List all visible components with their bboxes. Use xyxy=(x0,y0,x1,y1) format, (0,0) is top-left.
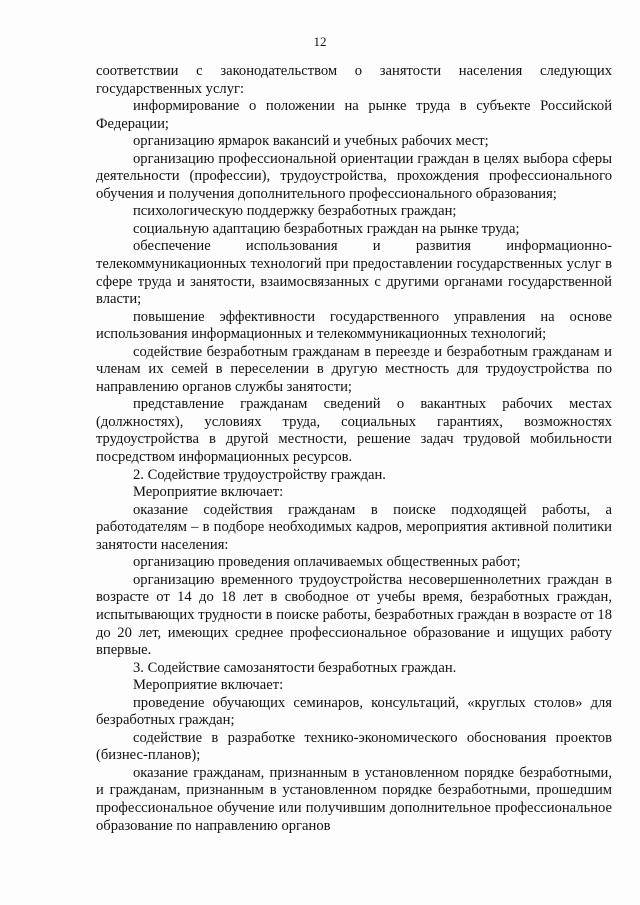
paragraph-8: повышение эффективности государственного управления на основе использования информационных и телекоммуникационных технологий; xyxy=(96,308,612,343)
paragraph-3: организацию ярмарок вакансий и учебных рабочих мест; xyxy=(133,133,489,150)
paragraph-9: содействие безработным гражданам в переезде и безработным гражданам и членам их семей в переселении в другую местность для трудоустройства по направлению органов службы занятости; xyxy=(96,343,612,395)
paragraph-19: содействие в разработке технико-экономического обоснования проектов (бизнес-планов); xyxy=(96,729,612,764)
paragraph-18: проведение обучающих семинаров, консультаций, «круглых столов» для безработных граждан; xyxy=(96,694,612,729)
paragraph-4: организацию профессиональной ориентации граждан в целях выбора сферы деятельности (профессии), трудоустройства, прохождения профессионального обучения и получения дополнительного профессионального образования; xyxy=(96,150,612,202)
paragraph-5: психологическую поддержку безработных граждан; xyxy=(133,203,457,220)
paragraph-17: Мероприятие включает: xyxy=(133,677,284,694)
paragraph-13: оказание содействия гражданам в поиске подходящей работы, а работодателям – в подборе необходимых кадров, мероприятия активной политики занятости населения: xyxy=(96,501,612,553)
section-heading-2: 2. Содействие трудоустройству граждан. xyxy=(133,466,386,483)
paragraph-1: соответствии с законодательством о занятости населения следующих государственных услуг: xyxy=(96,63,612,97)
document-body xyxy=(96,63,612,835)
paragraph-2: информирование о положении на рынке труда в субъекте Российской Федерации; xyxy=(96,98,612,132)
paragraph-15: организацию временного трудоустройства несовершеннолетних граждан в возрасте от 14 до 18 лет в свободное от учебы время, безработных граждан, испытывающих трудности в поиске работы, безработных граждан в возрасте от 18 до 20 лет, имеющих среднее профессиональное образование и ищущих работу впервые. xyxy=(96,571,612,659)
page-number: 12 xyxy=(313,34,327,49)
paragraph-7: обеспечение использования и развития информационно-телекоммуникационных технологий при предоставлении государственных услуг в сфере труда и занятости, взаимосвязанных с другими органами государственной власти; xyxy=(96,238,612,308)
paragraph-12: Мероприятие включает: xyxy=(133,484,284,501)
section-heading-3: 3. Содействие самозанятости безработных граждан. xyxy=(133,659,457,676)
paragraph-6: социальную адаптацию безработных граждан на рынке труда; xyxy=(133,220,520,237)
paragraph-10: представление гражданам сведений о вакантных рабочих местах (должностях), условиях труда, социальных гарантиях, возможностях трудоустройства в другой местности, решение задач трудовой мобильности посредством информационных ресурсов. xyxy=(96,396,612,466)
paragraph-14: организацию проведения оплачиваемых общественных работ; xyxy=(133,554,521,571)
paragraph-20: оказание гражданам, признанным в установленном порядке безработными, и гражданам, признанным в установленном порядке безработными, прошедшим профессиональное обучение или получившим дополнительное профессиональное образование по направлению органов xyxy=(96,764,612,834)
